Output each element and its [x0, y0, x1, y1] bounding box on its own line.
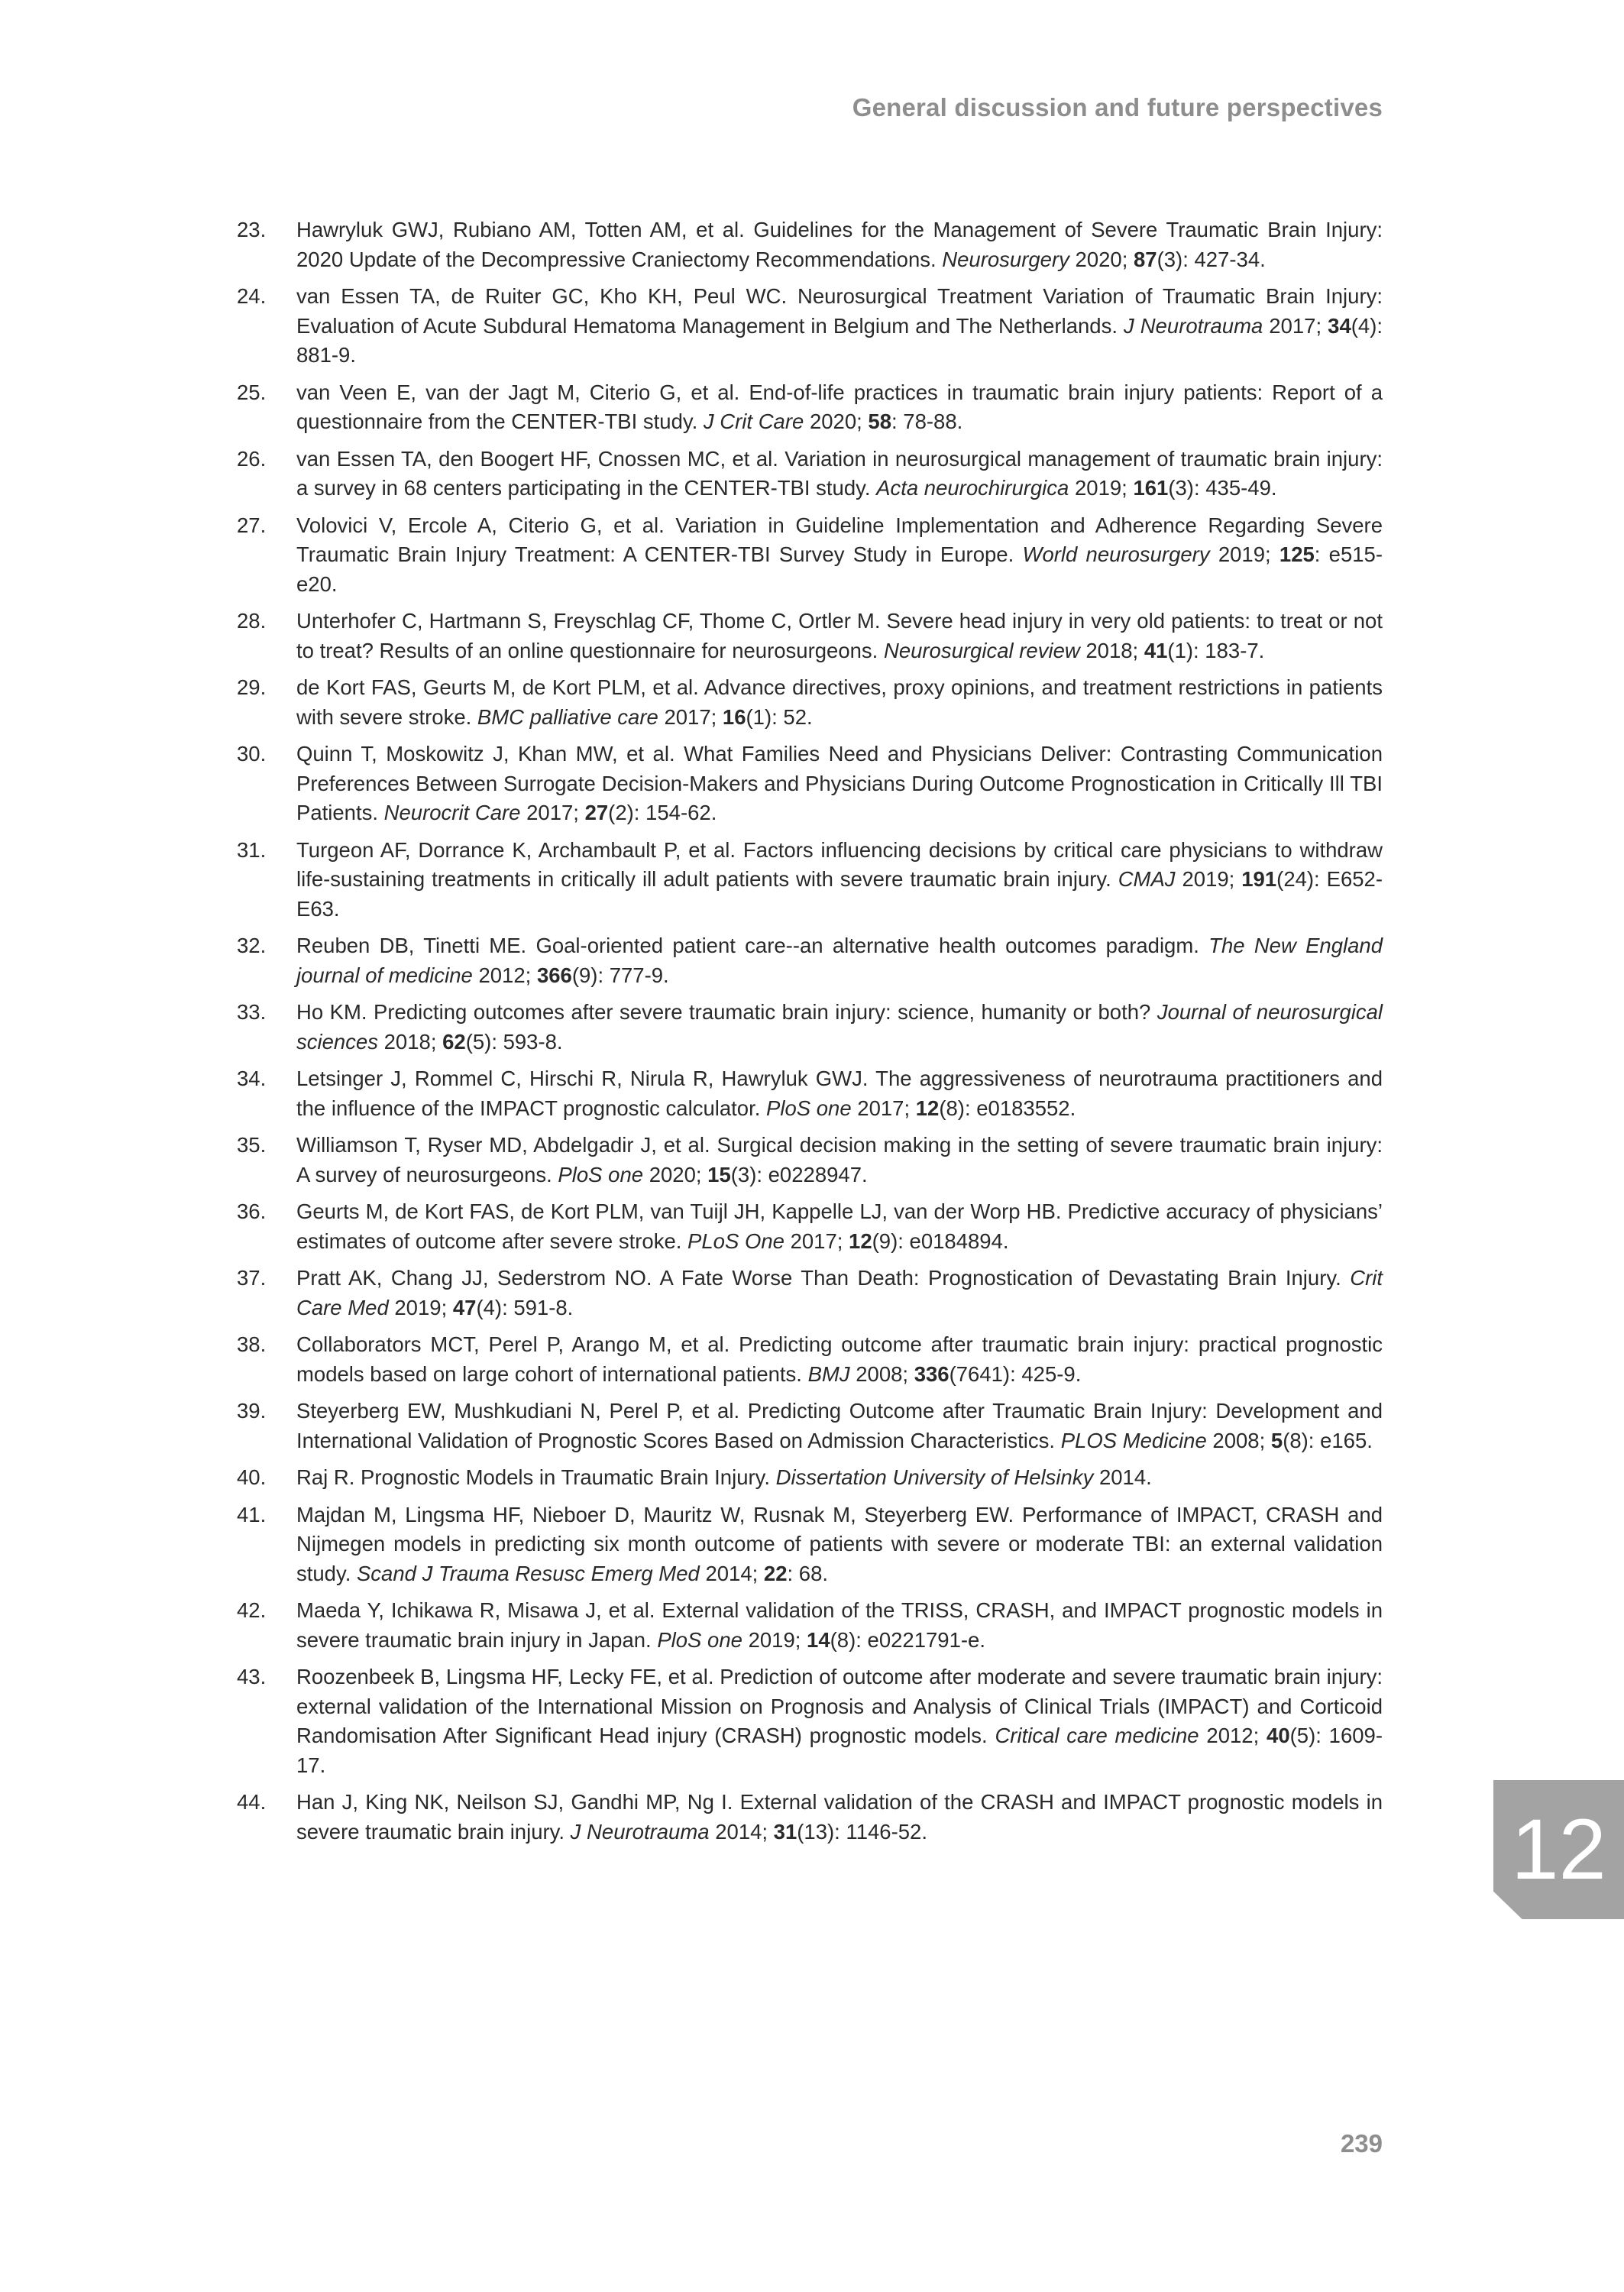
reference-volume: 47: [452, 1295, 477, 1319]
reference-year: 2012;: [478, 963, 532, 987]
reference-journal: Journal of neurosurgical sciences: [296, 1000, 1383, 1054]
reference-journal: Neurocrit Care: [383, 801, 521, 824]
reference-number: 43.: [237, 1665, 267, 1688]
reference-pages: (24): E652-E63.: [296, 867, 1383, 921]
reference-number: 30.: [237, 742, 267, 766]
reference-item: [237, 1500, 1383, 1589]
reference-item: [237, 1397, 1383, 1455]
reference-number: 33.: [237, 1000, 267, 1024]
reference-pages: (4): 591-8.: [476, 1295, 574, 1319]
reference-year: 2019;: [1218, 542, 1271, 566]
reference-year: 2014;: [705, 1561, 759, 1585]
reference-text: Ho KM. Predicting outcomes after severe traumatic brain injury: science, humanity or both?: [296, 1000, 1151, 1024]
reference-pages: (7641): 425-9.: [949, 1361, 1082, 1386]
reference-pages: (1): 183-7.: [1167, 638, 1265, 662]
reference-number: 29.: [237, 675, 267, 699]
reference-pages: : 78-88.: [891, 410, 963, 433]
reference-year: 2017;: [1269, 313, 1322, 338]
chapter-number: 12: [1511, 1802, 1606, 1897]
reference-item: [237, 1463, 1383, 1493]
reference-item: [237, 1788, 1383, 1847]
reference-journal: The New England journal of medicine: [296, 934, 1383, 987]
reference-item: [237, 1596, 1383, 1655]
reference-text: Turgeon AF, Dorrance K, Archambault P, et al. Factors influencing decisions by critical care physicians to withdraw life-sustaining treatments in critically ill adult patients with severe traumatic brain injury.: [296, 837, 1383, 891]
reference-item: [237, 931, 1383, 990]
reference-number: 24.: [237, 284, 267, 308]
reference-volume: 31: [773, 1819, 797, 1844]
reference-volume: 366: [536, 963, 572, 987]
reference-text: Volovici V, Ercole A, Citerio G, et al. Variation in Guideline Implementation and Adherence Regarding Severe Traumatic Brain Injury Treatment: A CENTER-TBI Survey Study in Europe.: [296, 513, 1383, 566]
reference-number: 41.: [237, 1502, 267, 1526]
reference-pages: (5): 593-8.: [465, 1029, 563, 1054]
reference-volume: 40: [1267, 1724, 1290, 1747]
reference-number: 38.: [237, 1332, 267, 1356]
reference-item: [237, 1197, 1383, 1256]
reference-volume: 161: [1133, 476, 1169, 500]
reference-journal: Crit Care Med: [296, 1266, 1383, 1319]
reference-volume: 41: [1144, 638, 1168, 662]
reference-volume: 14: [807, 1627, 830, 1652]
reference-volume: 15: [707, 1162, 731, 1186]
reference-pages: (2): 154-62.: [608, 801, 717, 824]
reference-volume: 62: [442, 1029, 466, 1054]
reference-journal: PLoS One: [687, 1229, 785, 1253]
reference-journal: Critical care medicine: [995, 1724, 1199, 1747]
reference-number: 34.: [237, 1067, 267, 1090]
reference-journal: Acta neurochirurgica: [876, 476, 1069, 500]
reference-volume: 12: [915, 1096, 940, 1120]
reference-text: Quinn T, Moskowitz J, Khan MW, et al. What Families Need and Physicians Deliver: Contrasting Communication Preferences Between Surrogate Decision-Makers and Physicians During Outcome Prognostication in Critically Ill TBI Patients.: [296, 742, 1383, 824]
reference-year: 2018;: [383, 1029, 437, 1054]
reference-item: [237, 740, 1383, 828]
reference-text: Hawryluk GWJ, Rubiano AM, Totten AM, et al. Guidelines for the Management of Severe Traumatic Brain Injury: 2020 Update of the Decompressive Craniectomy Recommendations.: [296, 218, 1383, 271]
reference-journal: J Crit Care: [703, 410, 804, 433]
reference-year: 2020;: [809, 410, 862, 433]
reference-volume: 336: [914, 1361, 949, 1386]
reference-journal: J Neurotrauma: [1124, 313, 1263, 338]
reference-item: [237, 836, 1383, 924]
reference-item: [237, 1131, 1383, 1190]
reference-year: 2020;: [1075, 247, 1128, 271]
reference-volume: 125: [1279, 542, 1315, 566]
reference-number: 40.: [237, 1465, 267, 1489]
reference-year: 2020;: [649, 1162, 702, 1186]
reference-item: [237, 1264, 1383, 1322]
reference-text: Reuben DB, Tinetti ME. Goal-oriented patient care--an alternative health outcomes paradigm.: [296, 934, 1199, 957]
reference-number: 42.: [237, 1598, 267, 1622]
reference-journal: J Neurotrauma: [570, 1819, 710, 1844]
reference-volume: 58: [868, 410, 891, 433]
reference-year: 2017;: [526, 801, 579, 824]
reference-text: Steyerberg EW, Mushkudiani N, Perel P, et al. Predicting Outcome after Traumatic Brain Injury: Development and International Validation of Prognostic Scores Based on Admission Characteristics.: [296, 1399, 1383, 1452]
reference-pages: (9): e0184894.: [872, 1229, 1009, 1253]
reference-text: Collaborators MCT, Perel P, Arango M, et al. Predicting outcome after traumatic brain injury: practical prognostic models based on large cohort of international patients.: [296, 1332, 1383, 1386]
reference-journal: Neurosurgery: [942, 247, 1069, 271]
reference-year: 2017;: [857, 1096, 911, 1120]
reference-number: 37.: [237, 1266, 267, 1290]
reference-journal: PloS one: [766, 1096, 852, 1120]
running-head: General discussion and future perspectives: [852, 93, 1383, 121]
reference-pages: (1): 52.: [746, 704, 813, 729]
reference-number: 36.: [237, 1199, 267, 1223]
reference-number: 26.: [237, 446, 267, 471]
reference-journal: Dissertation University of Helsinky: [775, 1465, 1094, 1489]
reference-number: 23.: [237, 218, 267, 241]
page-number: 239: [1340, 2129, 1383, 2158]
reference-journal: PLOS Medicine: [1060, 1428, 1207, 1452]
reference-pages: (5): 1609-17.: [296, 1724, 1383, 1777]
reference-year: 2012;: [1206, 1724, 1260, 1747]
reference-pages: (9): 777-9.: [571, 963, 669, 987]
reference-volume: 16: [722, 704, 746, 729]
reference-text: Geurts M, de Kort FAS, de Kort PLM, van Tuijl JH, Kappelle LJ, van der Worp HB. Predictive accuracy of physicians’ estimates of outcome after severe stroke.: [296, 1199, 1383, 1253]
reference-number: 44.: [237, 1790, 267, 1814]
reference-item: [237, 215, 1383, 274]
reference-journal: Scand J Trauma Resusc Emerg Med: [356, 1561, 700, 1585]
reference-text: de Kort FAS, Geurts M, de Kort PLM, et al. Advance directives, proxy opinions, and treatment restrictions in patients with severe stroke.: [296, 675, 1383, 729]
reference-journal: World neurosurgery: [1022, 542, 1210, 566]
reference-pages: (8): e0183552.: [939, 1096, 1076, 1120]
reference-item: [237, 445, 1383, 503]
reference-pages: (3): 435-49.: [1168, 476, 1277, 500]
reference-number: 27.: [237, 513, 267, 537]
reference-year: 2014;: [715, 1819, 768, 1844]
reference-volume: 12: [849, 1229, 872, 1253]
reference-year: 2018;: [1085, 638, 1139, 662]
reference-journal: PloS one: [657, 1627, 742, 1652]
reference-list: [237, 215, 1383, 1854]
reference-pages: (8): e165.: [1283, 1428, 1373, 1452]
reference-number: 35.: [237, 1133, 267, 1157]
reference-volume: 27: [584, 801, 609, 824]
reference-year: 2017;: [790, 1229, 843, 1253]
reference-pages: (3): e0228947.: [730, 1162, 868, 1186]
reference-year: 2019;: [1074, 476, 1127, 500]
reference-year: 2019;: [748, 1627, 801, 1652]
reference-number: 31.: [237, 837, 267, 862]
reference-journal: BMJ: [807, 1361, 850, 1386]
reference-pages: : 68.: [787, 1561, 829, 1585]
reference-year: 2019;: [1182, 867, 1235, 891]
reference-volume: 22: [763, 1561, 788, 1585]
reference-item: [237, 607, 1383, 665]
reference-item: [237, 378, 1383, 437]
reference-text: van Veen E, van der Jagt M, Citerio G, et al. End-of-life practices in traumatic brain injury patients: Report of a questionnaire from the CENTER-TBI study.: [296, 380, 1383, 433]
reference-volume: 87: [1134, 247, 1157, 271]
reference-item: [237, 511, 1383, 600]
reference-journal: BMC palliative care: [477, 704, 658, 729]
reference-item: [237, 673, 1383, 732]
reference-text: van Essen TA, den Boogert HF, Cnossen MC, et al. Variation in neurosurgical management of traumatic brain injury: a survey in 68 centers participating in the CENTER-TBI study.: [296, 446, 1383, 500]
reference-pages: (8): e0221791-e.: [830, 1627, 985, 1652]
reference-item: [237, 998, 1383, 1057]
reference-number: 25.: [237, 380, 267, 404]
reference-journal: Neurosurgical review: [883, 638, 1080, 662]
reference-volume: 34: [1328, 313, 1351, 338]
reference-item: [237, 1330, 1383, 1389]
reference-pages: : e515-e20.: [296, 542, 1383, 596]
reference-text: Roozenbeek B, Lingsma HF, Lecky FE, et al. Prediction of outcome after moderate and severe traumatic brain injury: external validation of the International Mission on Prognosis and Analysis of Clinical Trials (IMPACT) and Corticoid Randomisation After Significant Head injury (CRASH) prognostic models.: [296, 1665, 1383, 1747]
reference-pages: (4): 881-9.: [296, 313, 1383, 367]
reference-item: [237, 1662, 1383, 1780]
reference-text: Unterhofer C, Hartmann S, Freyschlag CF, Thome C, Ortler M. Severe head injury in very old patients: to treat or not to treat? Results of an online questionnaire for neurosurgeons.: [296, 609, 1383, 662]
reference-journal: PloS one: [558, 1162, 644, 1186]
reference-text: Williamson T, Ryser MD, Abdelgadir J, et al. Surgical decision making in the setting of severe traumatic brain injury: A survey of neurosurgeons.: [296, 1133, 1383, 1186]
reference-year: 2014.: [1098, 1465, 1152, 1489]
reference-text: Raj R. Prognostic Models in Traumatic Brain Injury.: [296, 1465, 770, 1489]
reference-item: [237, 1064, 1383, 1123]
reference-pages: (13): 1146-52.: [797, 1819, 927, 1844]
reference-number: 39.: [237, 1399, 267, 1423]
reference-text: Pratt AK, Chang JJ, Sederstrom NO. A Fate Worse Than Death: Prognostication of Devastating Brain Injury.: [296, 1266, 1341, 1290]
reference-item: [237, 282, 1383, 371]
reference-volume: 191: [1241, 867, 1277, 891]
reference-journal: CMAJ: [1118, 867, 1176, 891]
reference-year: 2017;: [664, 704, 717, 729]
reference-number: 32.: [237, 934, 267, 957]
reference-text: Maeda Y, Ichikawa R, Misawa J, et al. External validation of the TRISS, CRASH, and IMPACT prognostic models in severe traumatic brain injury in Japan.: [296, 1598, 1383, 1652]
reference-number: 28.: [237, 609, 267, 633]
reference-text: Letsinger J, Rommel C, Hirschi R, Nirula R, Hawryluk GWJ. The aggressiveness of neurotrauma practitioners and the influence of the IMPACT prognostic calculator.: [296, 1067, 1383, 1120]
reference-year: 2019;: [394, 1295, 448, 1319]
reference-year: 2008;: [1212, 1428, 1266, 1452]
reference-pages: (3): 427-34.: [1157, 247, 1266, 271]
reference-text: Majdan M, Lingsma HF, Nieboer D, Mauritz W, Rusnak M, Steyerberg EW. Performance of IMPACT, CRASH and Nijmegen models in predicting six month outcome of patients with severe or moderate TBI: an external validation study.: [296, 1502, 1383, 1585]
reference-text: van Essen TA, de Ruiter GC, Kho KH, Peul WC. Neurosurgical Treatment Variation of Traumatic Brain Injury: Evaluation of Acute Subdural Hematoma Management in Belgium and The Netherlands.: [296, 284, 1383, 338]
reference-year: 2008;: [856, 1361, 909, 1386]
reference-text: Han J, King NK, Neilson SJ, Gandhi MP, Ng I. External validation of the CRASH and IMPACT prognostic models in severe traumatic brain injury.: [296, 1790, 1383, 1844]
reference-volume: 5: [1270, 1428, 1283, 1452]
